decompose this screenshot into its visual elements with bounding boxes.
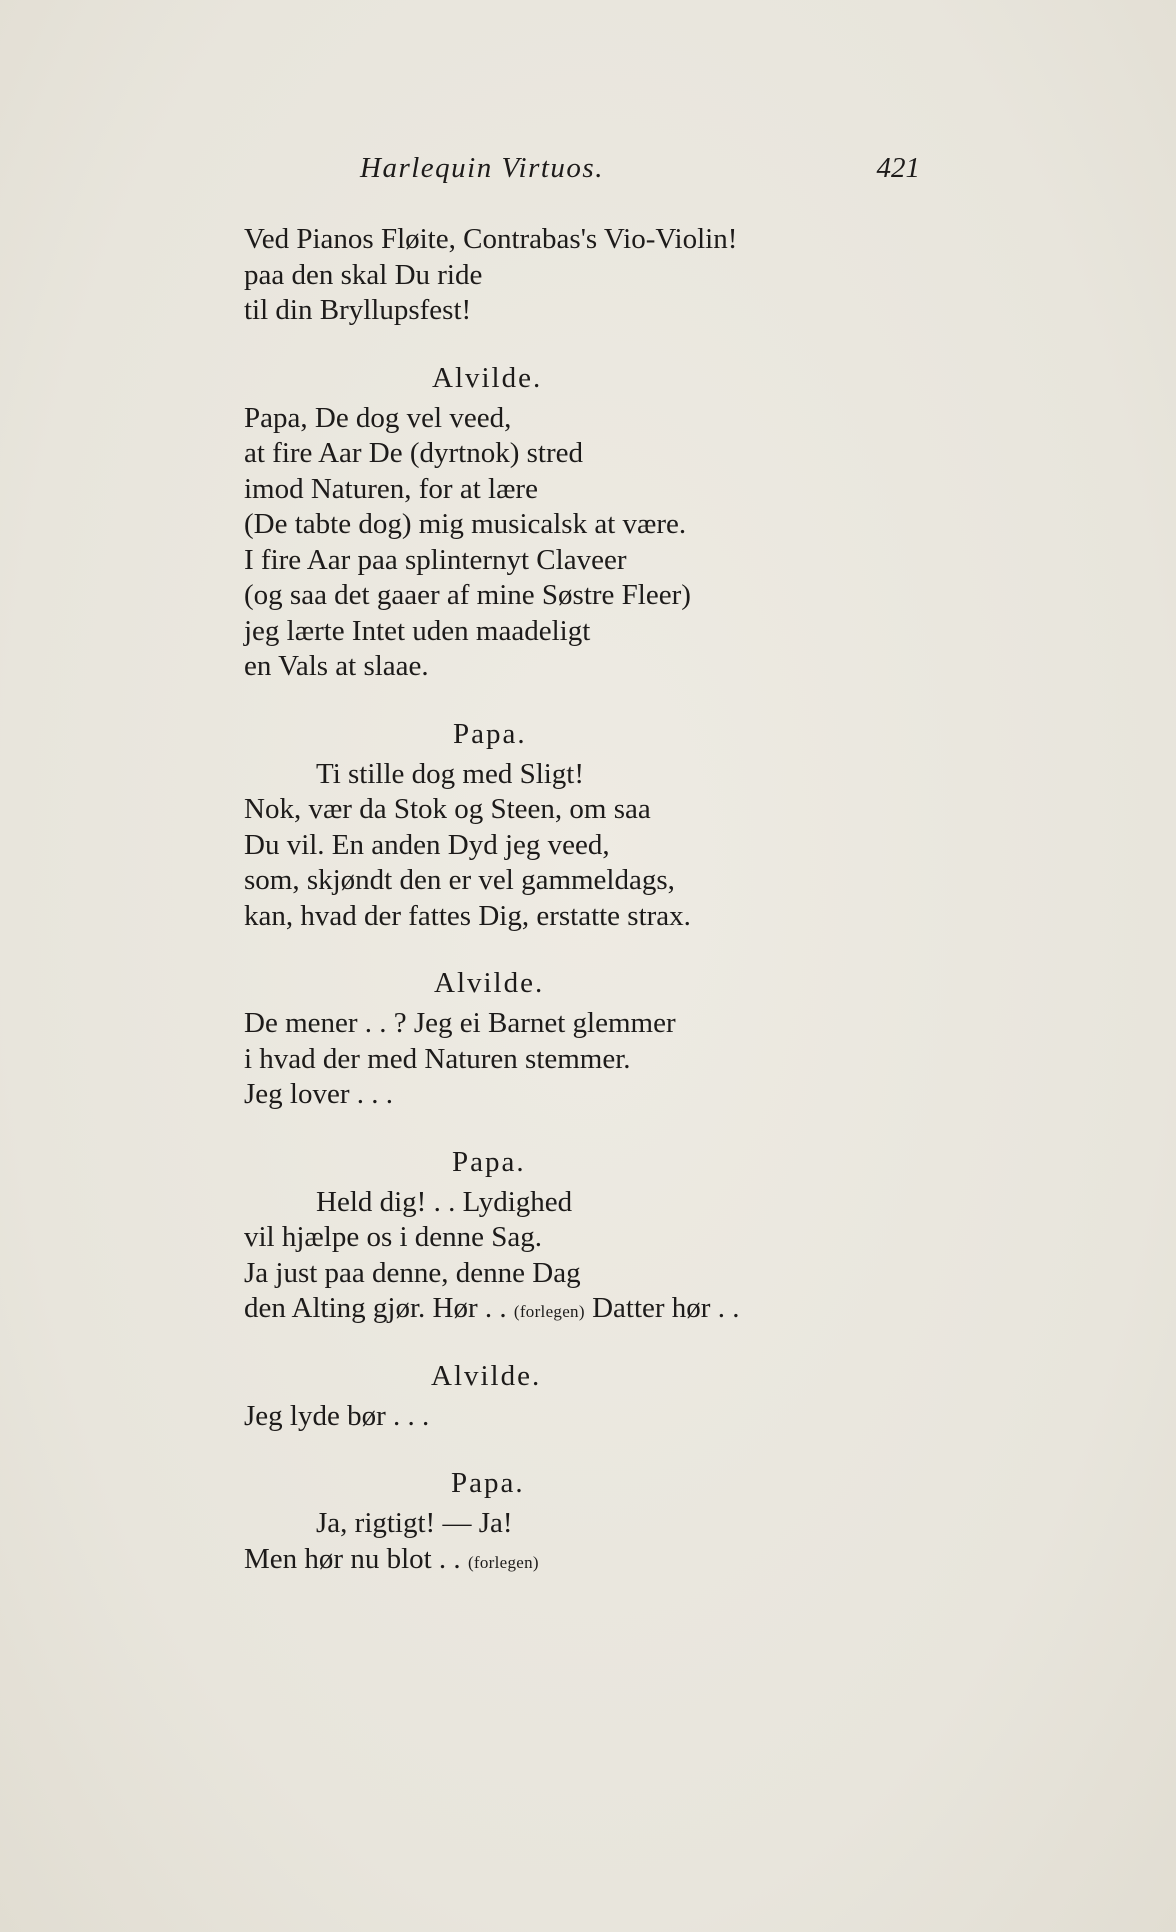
verse-line: Ved Pianos Fløite, Contrabas's Vio-Violin!	[244, 223, 738, 255]
verse-text-segment: Datter hør . .	[592, 1292, 740, 1324]
verse-line: Jeg lyde bør . . .	[244, 1399, 430, 1432]
verse-line: Held dig! . . Lydighed	[316, 1185, 573, 1218]
verse-line: en Vals at slaae.	[244, 650, 429, 682]
speaker-name: Alvilde.	[432, 361, 543, 394]
verse-line: at fire Aar De (dyrtnok) stred	[244, 437, 584, 469]
verse-line: Jeg lover . . .	[244, 1078, 393, 1110]
verse-line: De mener . . ? Jeg ei Barnet glemmer	[244, 1007, 676, 1039]
verse-line	[244, 1542, 944, 1578]
verse-line: som, skjøndt den er vel gammeldags,	[244, 864, 675, 896]
verse-line: Nok, vær da Stok og Steen, om saa	[244, 793, 651, 825]
verse-text	[244, 222, 944, 1577]
running-head	[244, 152, 920, 192]
verse-line: I fire Aar paa splinternyt Claveer	[244, 543, 627, 576]
verse-line: til din Bryllupsfest!	[244, 294, 472, 326]
verse-line: Ja, rigtigt! — Ja!	[316, 1507, 513, 1539]
verse-text-segment: den Alting gjør. Hør . .	[244, 1292, 507, 1324]
verse-line: (De tabte dog) mig musicalsk at være.	[244, 508, 687, 540]
verse-line: Du vil. En anden Dyd jeg veed,	[244, 828, 610, 861]
verse-text-segment: Men hør nu blot . .	[244, 1542, 461, 1575]
stage-direction: (forlegen)	[467, 1552, 539, 1572]
verse-line: (og saa det gaaer af mine Søstre Fleer)	[244, 579, 691, 611]
stage-direction: (forlegen)	[513, 1302, 585, 1321]
verse-line: jeg lærte Intet uden maadeligt	[244, 614, 591, 647]
speaker-name: Papa.	[452, 1145, 526, 1178]
page-number: 421	[876, 152, 920, 184]
verse-line: kan, hvad der fattes Dig, erstatte strax.	[244, 899, 691, 932]
speaker-name: Papa.	[451, 1467, 525, 1499]
speaker-name: Alvilde.	[434, 967, 545, 999]
verse-line: Papa, De dog vel veed,	[244, 401, 512, 434]
verse-line: paa den skal Du ride	[244, 258, 483, 291]
verse-line	[244, 1291, 944, 1327]
verse-line: i hvad der med Naturen stemmer.	[244, 1042, 631, 1075]
speaker-name: Papa.	[453, 717, 527, 750]
running-title: Harlequin Virtuos.	[360, 152, 604, 184]
verse-line: Ti stille dog med Sligt!	[316, 757, 585, 790]
verse-line: Ja just paa denne, denne Dag	[244, 1256, 581, 1289]
speaker-name: Alvilde.	[431, 1359, 542, 1392]
verse-line: imod Naturen, for at lære	[244, 472, 538, 505]
verse-line: vil hjælpe os i denne Sag.	[244, 1221, 543, 1253]
